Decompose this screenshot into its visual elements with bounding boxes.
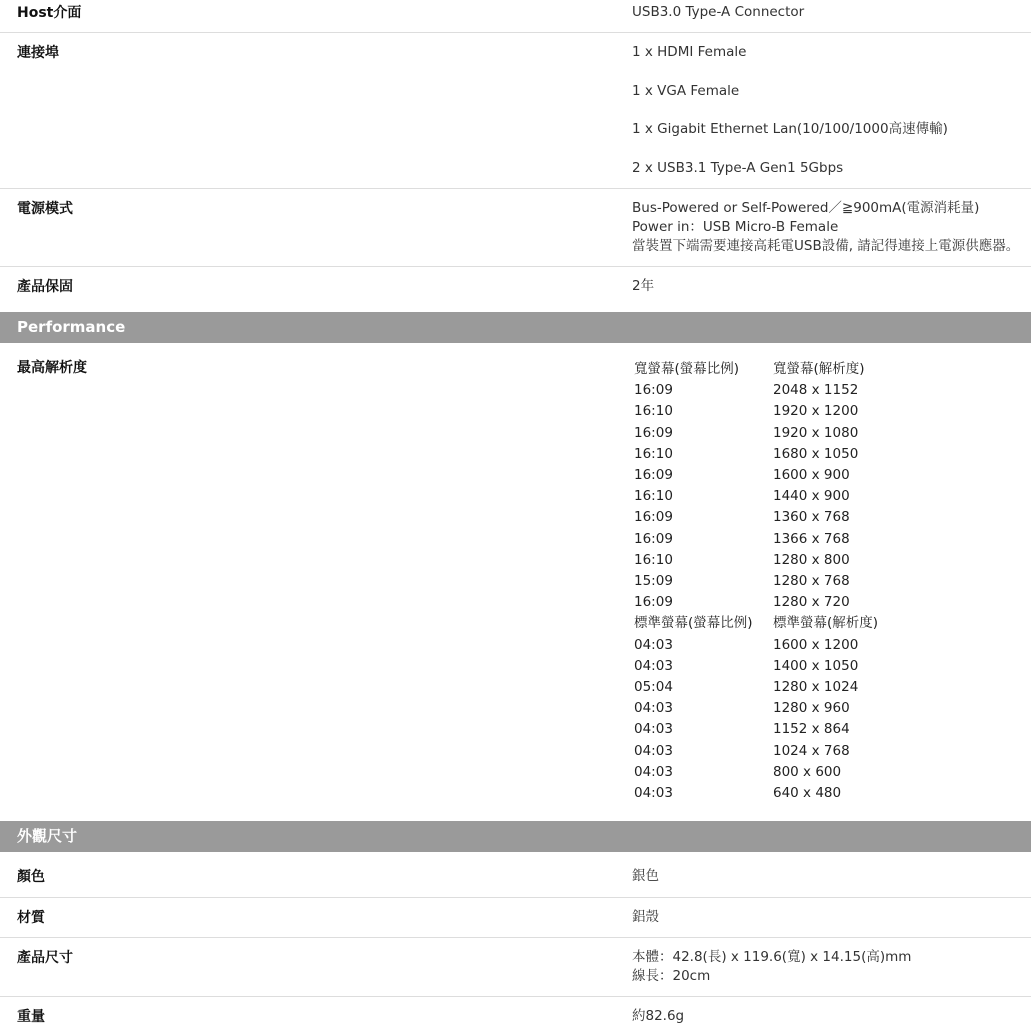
aspect-ratio-cell: 16:09: [634, 424, 673, 441]
aspect-ratio-cell: 16:09: [634, 509, 673, 526]
resolution-row: [632, 423, 878, 444]
spec-row-ports: [0, 33, 1031, 189]
resolution-cell: 寬螢幕(解析度): [773, 361, 865, 377]
spec-label: 電源模式: [17, 201, 73, 217]
spec-value: 2年: [632, 278, 655, 294]
resolution-row: [632, 550, 878, 571]
resolution-cell: 1280 x 800: [773, 551, 850, 568]
section-title: 外觀尺寸: [17, 827, 78, 845]
port-item: 1 x HDMI Female: [632, 44, 747, 60]
aspect-ratio-cell: 標準螢幕(螢幕比例): [634, 615, 753, 632]
aspect-ratio-cell: 04:03: [634, 785, 673, 802]
spec-label: Host介面: [17, 5, 82, 21]
spec-value-list: [632, 43, 948, 198]
spec-label: 最高解析度: [17, 360, 87, 376]
resolution-cell: 1280 x 1024: [773, 679, 859, 696]
port-item: 1 x Gigabit Ethernet Lan(10/100/1000高速傳輸): [632, 121, 948, 138]
resolution-header-row: [632, 359, 878, 380]
aspect-ratio-cell: 04:03: [634, 636, 673, 653]
resolution-row: [632, 444, 878, 465]
spec-label: 重量: [17, 1009, 45, 1025]
resolution-row: [632, 380, 878, 401]
resolution-row: [632, 401, 878, 422]
resolution-cell: 2048 x 1152: [773, 382, 859, 399]
resolution-cell: 1280 x 720: [773, 594, 850, 611]
spec-row-weight: [0, 997, 1031, 1032]
resolution-cell: 1440 x 900: [773, 488, 850, 505]
resolution-row: [632, 486, 878, 507]
aspect-ratio-cell: 04:03: [634, 763, 673, 780]
resolution-header-row: [632, 613, 878, 634]
spec-label: 產品尺寸: [17, 950, 73, 966]
resolution-cell: 1280 x 768: [773, 573, 850, 590]
spec-label: 顏色: [17, 869, 45, 885]
aspect-ratio-cell: 寬螢幕(螢幕比例): [634, 361, 740, 377]
resolution-row: [632, 529, 878, 550]
aspect-ratio-cell: 16:09: [634, 382, 673, 399]
resolution-cell: 1920 x 1200: [773, 403, 859, 420]
aspect-ratio-cell: 16:10: [634, 445, 673, 462]
aspect-ratio-cell: 16:10: [634, 488, 673, 505]
aspect-ratio-cell: 04:03: [634, 721, 673, 738]
resolution-row: [632, 635, 878, 656]
aspect-ratio-cell: 04:03: [634, 700, 673, 717]
resolution-cell: 1920 x 1080: [773, 424, 859, 441]
section-header-appearance: [0, 821, 1031, 852]
aspect-ratio-cell: 16:10: [634, 403, 673, 420]
resolution-row: [632, 592, 878, 613]
spec-label: 材質: [17, 910, 45, 926]
resolution-cell: 1680 x 1050: [773, 445, 859, 462]
spec-value-list: [632, 948, 911, 986]
spec-value: USB3.0 Type-A Connector: [632, 4, 805, 20]
dimension-line: 線長：20cm: [632, 968, 711, 984]
power-line: Bus-Powered or Self-Powered／≧900mA(電源消耗量): [632, 200, 980, 216]
dimension-line: 本體：42.8(長) x 119.6(寬) x 14.15(高)mm: [632, 949, 912, 965]
resolution-cell: 1280 x 960: [773, 700, 850, 717]
spec-row-dimensions: [0, 938, 1031, 997]
resolution-row: [632, 656, 878, 677]
resolution-row: [632, 507, 878, 528]
spec-value: 鋁殼: [632, 909, 659, 925]
resolution-cell: 1366 x 768: [773, 530, 850, 547]
power-line: 當裝置下端需要連接高耗電USB設備, 請記得連接上電源供應器。: [632, 238, 1020, 254]
port-item: 2 x USB3.1 Type-A Gen1 5Gbps: [632, 160, 844, 177]
section-title: Performance: [17, 318, 126, 336]
resolution-row: [632, 762, 878, 783]
spec-label: 產品保固: [17, 279, 73, 295]
aspect-ratio-cell: 04:03: [634, 657, 673, 674]
resolution-cell: 1600 x 1200: [773, 636, 859, 653]
spec-value: 銀色: [632, 868, 659, 884]
resolution-row: [632, 741, 878, 762]
spec-row-warranty: [0, 267, 1031, 312]
power-line: Power in：USB Micro-B Female: [632, 219, 839, 235]
resolution-row: [632, 698, 878, 719]
aspect-ratio-cell: 16:09: [634, 530, 673, 547]
aspect-ratio-cell: 05:04: [634, 679, 673, 696]
resolution-row: [632, 719, 878, 740]
resolution-cell: 640 x 480: [773, 785, 842, 802]
port-item: 1 x VGA Female: [632, 82, 740, 99]
spec-row-color: [0, 852, 1031, 898]
aspect-ratio-cell: 16:09: [634, 467, 673, 484]
spec-value-list: [632, 199, 1019, 256]
aspect-ratio-cell: 15:09: [634, 573, 673, 590]
spec-value: 約82.6g: [632, 1008, 685, 1024]
spec-row-power: [0, 189, 1031, 267]
aspect-ratio-cell: 16:09: [634, 594, 673, 611]
aspect-ratio-cell: 04:03: [634, 742, 673, 759]
spec-row-material: [0, 898, 1031, 938]
resolution-cell: 1024 x 768: [773, 742, 850, 759]
resolution-cell: 1400 x 1050: [773, 657, 859, 674]
resolution-row: [632, 571, 878, 592]
resolution-cell: 800 x 600: [773, 763, 842, 780]
resolution-cell: 1360 x 768: [773, 509, 850, 526]
resolution-row: [632, 465, 878, 486]
aspect-ratio-cell: 16:10: [634, 551, 673, 568]
spec-label: 連接埠: [17, 45, 59, 61]
resolution-cell: 1600 x 900: [773, 467, 850, 484]
resolution-row: [632, 783, 878, 804]
section-header-performance: [0, 312, 1031, 343]
resolution-table: [632, 359, 878, 804]
resolution-cell: 1152 x 864: [773, 721, 850, 738]
spec-row-host: [0, 0, 1031, 33]
resolution-cell: 標準螢幕(解析度): [773, 615, 879, 632]
resolution-row: [632, 677, 878, 698]
